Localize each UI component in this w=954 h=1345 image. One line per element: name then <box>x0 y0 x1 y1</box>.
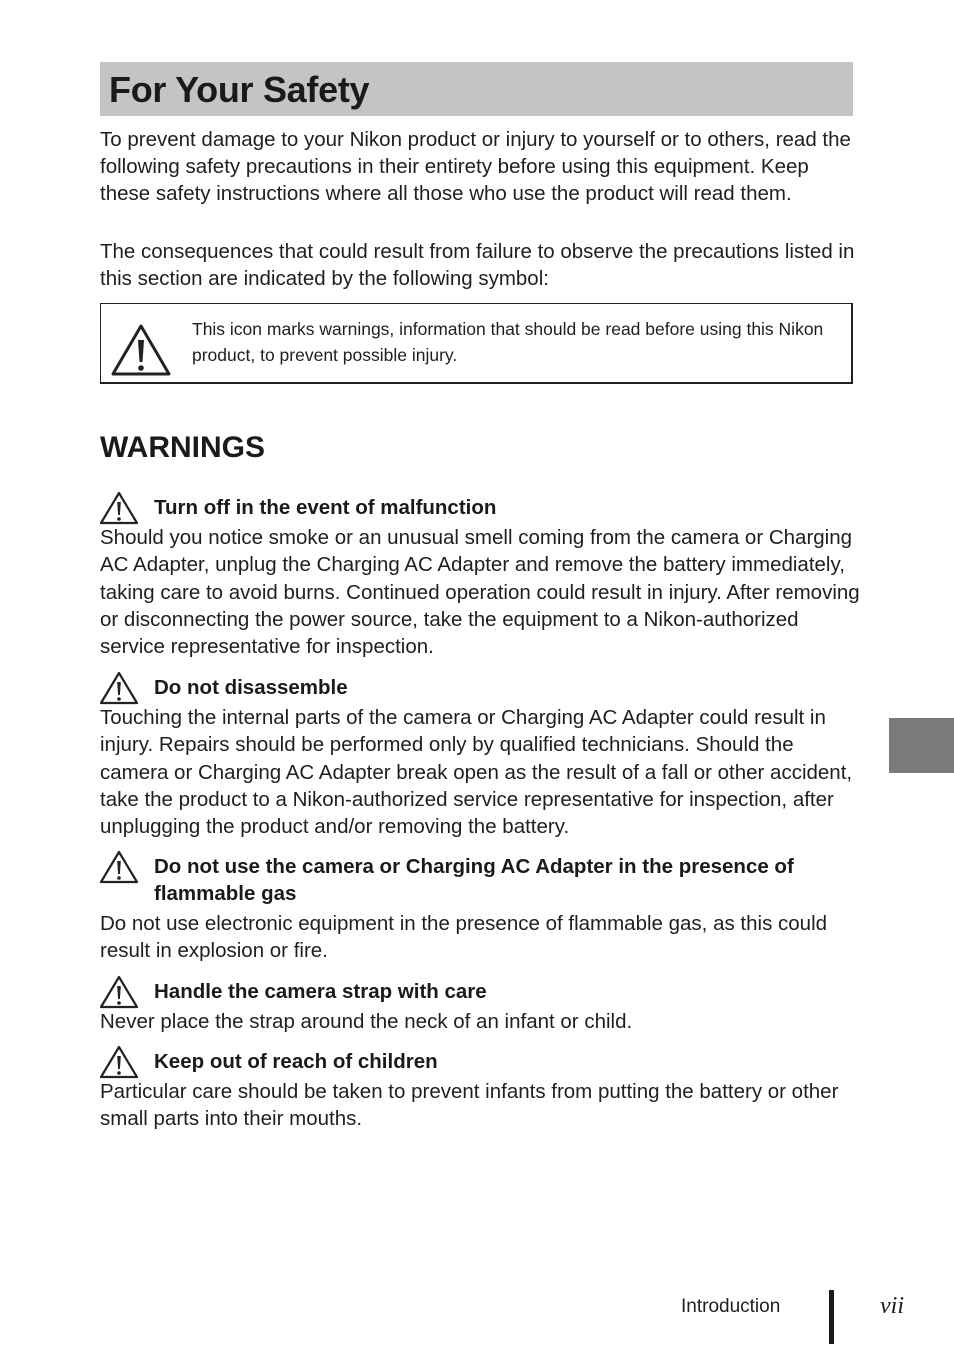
warning-triangle-icon <box>111 324 171 376</box>
warning-body: Should you notice smoke or an unusual smell coming from the camera or Charging AC Adapter, unplug the Charging AC Adapter and remove the battery immediately, taking care to avoid burns. Continued operation could result in injury. After removing or disconnecting the power source, take the equipment to a Nikon-authorized service representative for inspection. <box>100 526 860 659</box>
warning-title: Keep out of reach of children <box>154 1050 438 1073</box>
section-thumb-tab <box>889 718 954 773</box>
page-number: vii <box>880 1293 904 1319</box>
footer-section-label: Introduction <box>681 1296 781 1317</box>
warning-triangle-icon <box>100 850 140 884</box>
title-bar <box>100 62 853 116</box>
symbol-description: This icon marks warnings, information that should be read before using this Nikon product, to prevent possible injury. <box>192 319 824 365</box>
warning-triangle-icon <box>100 1045 140 1079</box>
warning-item-camera-strap <box>100 978 860 1035</box>
warning-title: Do not use the camera or Charging AC Adapter in the presence of flammable gas <box>154 855 794 905</box>
warning-triangle-icon <box>100 975 140 1009</box>
warning-body: Do not use electronic equipment in the presence of flammable gas, as this could result in explosion or fire. <box>100 912 828 963</box>
page-title: For Your Safety <box>109 69 370 110</box>
intro-text-1: To prevent damage to your Nikon product or injury to yourself or to others, read the following safety precautions in their entirety before using this equipment. Keep these safety instructions where all those who use the product will read them. <box>100 128 851 206</box>
intro-text-2: The consequences that could result from failure to observe the precautions listed in this section are indicated by the following symbol: <box>100 240 855 291</box>
warning-title: Handle the camera strap with care <box>154 980 487 1003</box>
warnings-heading: WARNINGS <box>100 431 265 464</box>
intro-paragraph-1 <box>100 126 860 208</box>
footer-divider <box>829 1290 834 1344</box>
warning-triangle-icon <box>100 491 140 525</box>
intro-paragraph-2 <box>100 238 860 292</box>
warning-body: Particular care should be taken to prevent infants from putting the battery or other small parts into their mouths. <box>100 1080 839 1131</box>
warning-item-malfunction <box>100 494 860 660</box>
warning-item-flammable-gas <box>100 853 860 965</box>
warning-item-disassemble <box>100 674 860 840</box>
warning-body: Touching the internal parts of the camera or Charging AC Adapter could result in injury. Repairs should be performed only by qualified technicians. Should the camera or Charging AC Adapter break open as the result of a fall or other accident, take the product to a Nikon-authorized service representative for inspection, after unplugging the product and/or removing the battery. <box>100 706 853 839</box>
symbol-legend-box <box>100 303 853 384</box>
warning-title: Turn off in the event of malfunction <box>154 496 497 519</box>
warning-item-children <box>100 1048 860 1133</box>
warning-title: Do not disassemble <box>154 676 348 699</box>
warning-triangle-icon <box>100 671 140 705</box>
warning-body: Never place the strap around the neck of an infant or child. <box>100 1010 633 1033</box>
